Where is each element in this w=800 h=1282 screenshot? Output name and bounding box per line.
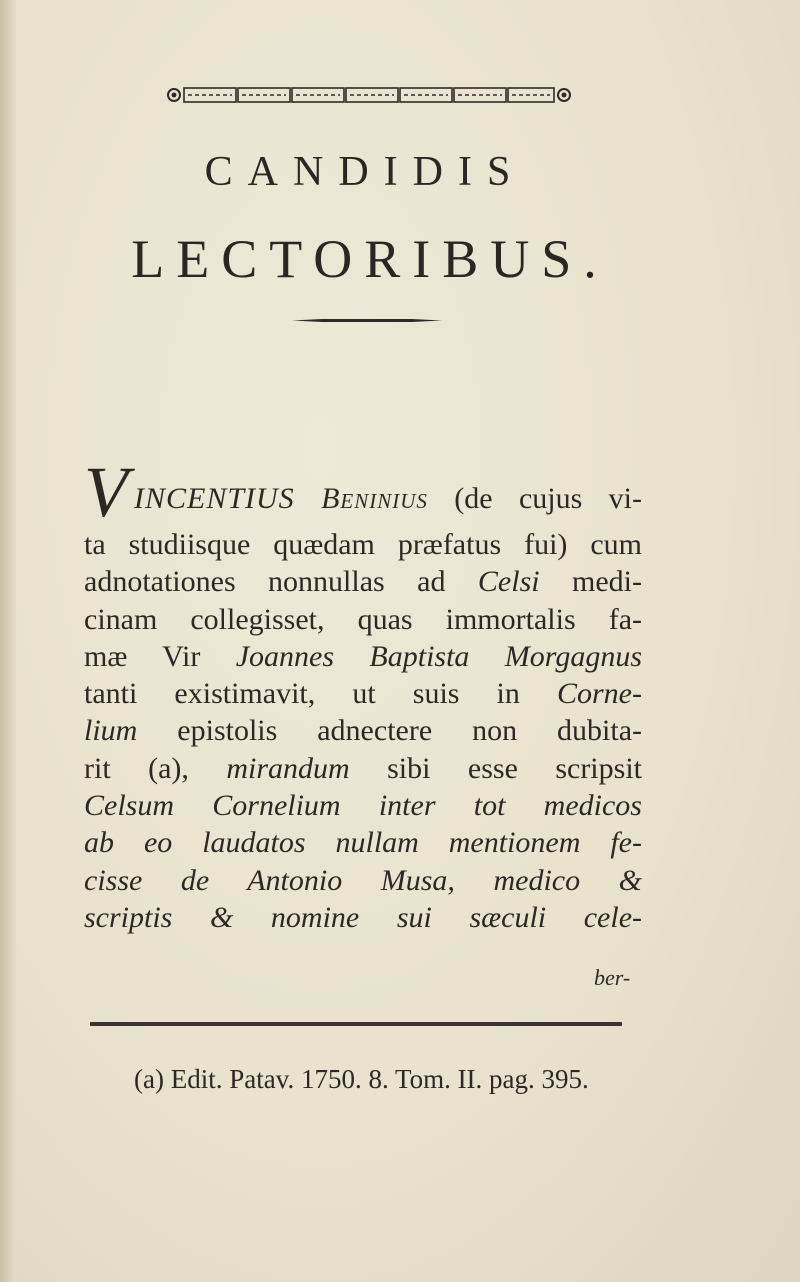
- body-text-span: (de cujus vi-: [454, 482, 643, 515]
- footnote-reference: (a): [148, 751, 182, 785]
- body-line: cinam collegisset, quas immortalis fa-: [84, 602, 642, 636]
- body-text-italic: lium: [84, 714, 138, 748]
- body-text-italic: Corne-: [557, 677, 642, 711]
- drop-cap: V: [84, 452, 128, 532]
- body-line: [84, 712, 642, 749]
- body-text-span: adnotationes nonnullas ad: [84, 565, 446, 599]
- body-text-span: mæ Vir: [84, 639, 201, 673]
- body-text-span: medi-: [572, 565, 642, 599]
- body-text-span: epistolis adnectere non dubita-: [177, 714, 643, 748]
- heading-line-1: CANDIDIS: [204, 149, 526, 195]
- decorative-rule: [292, 318, 442, 323]
- body-text-span: rit: [84, 751, 111, 785]
- author-name-last: Beninius: [321, 482, 428, 515]
- ornamental-border-icon: [166, 86, 572, 104]
- body-line: [84, 563, 642, 600]
- body-text-italic: Joannes Baptista Morgagnus: [235, 639, 642, 673]
- body-text-span: tanti existimavit, ut suis in: [84, 677, 520, 711]
- footnote-rule: [90, 1022, 622, 1026]
- body-line: ta studiisque quædam præfatus fui) cum: [84, 528, 642, 561]
- body-line: [84, 452, 643, 532]
- body-line: [84, 675, 642, 712]
- body-line: [84, 638, 642, 675]
- body-text-span: ,: [181, 751, 189, 785]
- body-line-italic: scriptis & nomine sui sæculi cele-: [84, 900, 642, 934]
- author-name-first: INCENTIUS: [133, 482, 295, 515]
- body-text-italic: Celsi: [477, 565, 540, 599]
- footnote: (a) Edit. Patav. 1750. 8. Tom. II. pag. 395.: [134, 1064, 589, 1094]
- body-line-italic: ab eo laudatos nullam mentionem fe-: [84, 826, 642, 860]
- body-line-italic: cisse de Antonio Musa, medico &: [84, 863, 642, 897]
- body-text-span: sibi esse scripsit: [387, 751, 642, 785]
- body-line: [84, 750, 642, 787]
- heading-line-2: LECTORIBUS.: [131, 229, 609, 289]
- body-text: [84, 452, 643, 936]
- catchword: ber-: [594, 965, 631, 990]
- body-text-italic: mirandum: [226, 751, 350, 785]
- body-line-italic: Celsum Cornelium inter tot medicos: [84, 789, 642, 823]
